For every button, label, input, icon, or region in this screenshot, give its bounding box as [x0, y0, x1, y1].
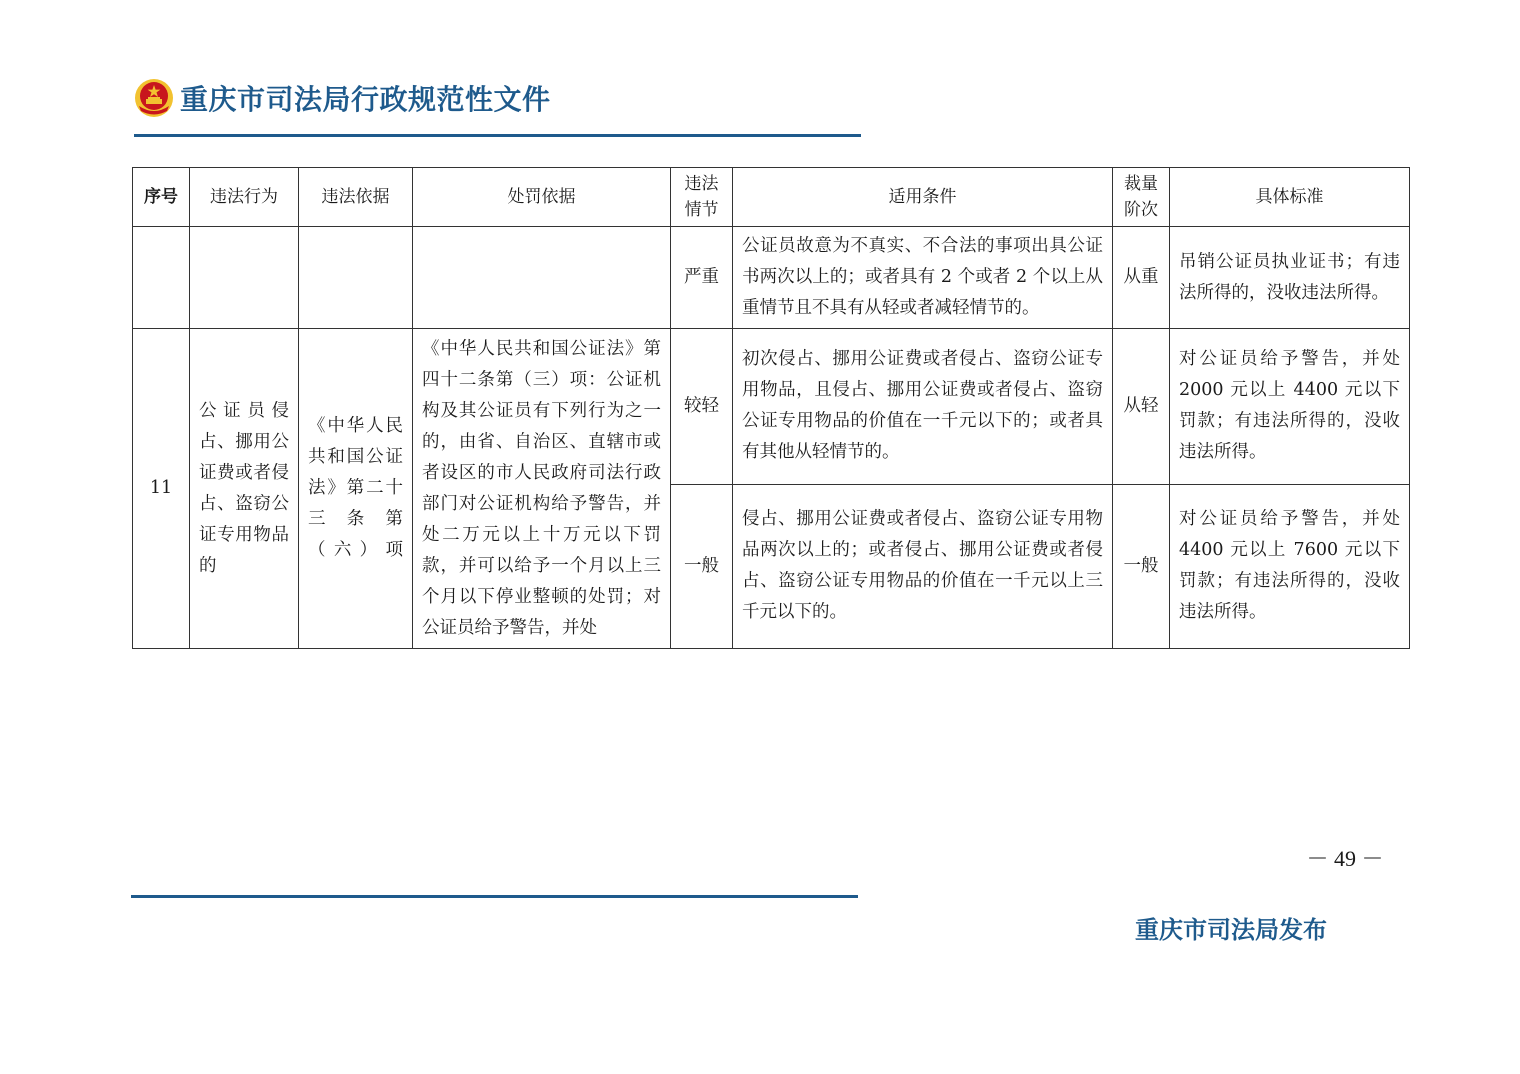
document-series-title: 重庆市司法局行政规范性文件 — [180, 83, 551, 116]
table-row — [133, 227, 1410, 329]
empty-cell — [190, 227, 299, 329]
level-cell: 从重 — [1113, 227, 1170, 329]
level-cell: 一般 — [1113, 484, 1170, 648]
standard-cell: 吊销公证员执业证书；有违法所得的，没收违法所得。 — [1170, 227, 1410, 329]
penalty-discretion-table — [132, 167, 1410, 649]
item-number-cell: 11 — [133, 329, 190, 649]
page-header — [134, 78, 551, 118]
col-header-violation: 违法行为 — [190, 168, 299, 227]
header-rule — [134, 134, 861, 137]
col-header-standard: 具体标准 — [1170, 168, 1410, 227]
condition-cell: 初次侵占、挪用公证费或者侵占、盗窃公证专用物品，且侵占、挪用公证费或者侵占、盗窃公证专用物品的价值在一千元以下的；或者具有其他从轻情节的。 — [733, 329, 1113, 485]
col-header-legal-basis: 违法依据 — [299, 168, 413, 227]
circumstance-cell: 一般 — [671, 484, 733, 648]
table-row — [133, 329, 1410, 485]
col-header-circumstance: 违法情节 — [671, 168, 733, 227]
footer-rule — [131, 895, 858, 898]
condition-cell: 公证员故意为不真实、不合法的事项出具公证书两次以上的；或者具有 2 个或者 2 个以上从重情节且不具有从轻或者减轻情节的。 — [733, 227, 1113, 329]
standard-cell: 对公证员给予警告，并处 2000 元以上 4400 元以下罚款；有违法所得的，没收违法所得。 — [1170, 329, 1410, 485]
empty-cell — [299, 227, 413, 329]
circumstance-cell: 严重 — [671, 227, 733, 329]
national-emblem-icon — [134, 78, 174, 118]
publisher-label: 重庆市司法局发布 — [1135, 916, 1327, 944]
col-header-level: 裁量阶次 — [1113, 168, 1170, 227]
standard-cell: 对公证员给予警告，并处 4400 元以上 7600 元以下罚款；有违法所得的，没收违法所得。 — [1170, 484, 1410, 648]
violation-cell: 公证员侵占、挪用公证费或者侵占、盗窃公证专用物品的 — [190, 329, 299, 649]
page-number: － 49 － — [1306, 846, 1384, 871]
empty-cell — [133, 227, 190, 329]
circumstance-cell: 较轻 — [671, 329, 733, 485]
penalty-basis-cell: 《中华人民共和国公证法》第四十二条第（三）项：公证机构及其公证员有下列行为之一的，由省、自治区、直辖市或者设区的市人民政府司法行政部门对公证机构给予警告，并处二万元以上十万元以下罚款，并可以给予一个月以上三个月以下停业整顿的处罚；对公证员给予警告，并处 — [413, 329, 671, 649]
legal-basis-cell: 《中华人民共和国公证法》第二十三条第（六）项 — [299, 329, 413, 649]
col-header-penalty-basis: 处罚依据 — [413, 168, 671, 227]
level-cell: 从轻 — [1113, 329, 1170, 485]
condition-cell: 侵占、挪用公证费或者侵占、盗窃公证专用物品两次以上的；或者侵占、挪用公证费或者侵占、盗窃公证专用物品的价值在一千元以上三千元以下的。 — [733, 484, 1113, 648]
table-header-row — [133, 168, 1410, 227]
empty-cell — [413, 227, 671, 329]
col-header-condition: 适用条件 — [733, 168, 1113, 227]
col-header-no: 序号 — [133, 168, 190, 227]
